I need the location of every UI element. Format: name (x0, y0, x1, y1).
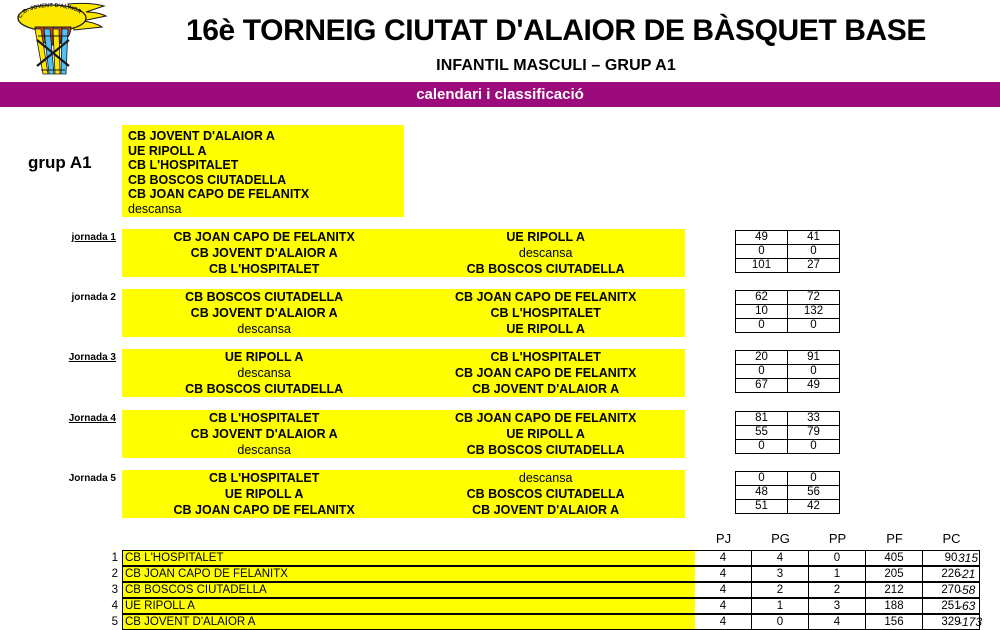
match-row (122, 305, 685, 321)
match-away-team: CB BOSCOS CIUTADELLA (466, 443, 625, 457)
match-row (122, 229, 685, 245)
match-home-team: UE RIPOLL A (224, 350, 304, 364)
match-list (122, 470, 685, 518)
classification-team-name: CB L'HOSPITALET (122, 550, 695, 566)
away-score-cell: 42 (788, 500, 840, 514)
club-logo-icon (8, 0, 112, 80)
classification-rank: 1 (111, 552, 118, 564)
group-team: CB JOAN CAPO DE FELANITX (128, 187, 310, 202)
group-label: grup A1 (28, 153, 92, 172)
match-row (122, 470, 685, 486)
group-team: CB L'HOSPITALET (128, 158, 239, 173)
home-score-cell: 0 (736, 472, 788, 486)
match-row (122, 442, 685, 458)
classification-pf-cell: 188 (866, 598, 923, 614)
classification-pc-cell: 329 (923, 614, 980, 630)
away-score-cell: 49 (788, 379, 840, 393)
away-score-cell: 56 (788, 486, 840, 500)
classification-rank: 4 (111, 600, 118, 612)
away-score-cell: 27 (788, 259, 840, 273)
page-header (0, 0, 1000, 82)
classification-team-name: UE RIPOLL A (122, 598, 695, 614)
jornada-block (0, 229, 1000, 277)
away-score-cell: 132 (788, 305, 840, 319)
classification-column-header: PC (942, 531, 961, 546)
jornada-label: jornada 2 (71, 292, 116, 303)
away-score-cell: 72 (788, 291, 840, 305)
classification-pj-cell: 4 (695, 582, 752, 598)
match-away-team: CB L'HOSPITALET (490, 306, 601, 320)
classification-pf-cell: 156 (866, 614, 923, 630)
away-score-cell: 0 (788, 319, 840, 333)
score-row (736, 291, 840, 305)
score-table (735, 290, 840, 333)
group-team: CB BOSCOS CIUTADELLA (128, 172, 287, 187)
classification-pf-cell: 405 (866, 550, 923, 566)
jornada-block (0, 289, 1000, 337)
away-score-cell: 0 (788, 440, 840, 454)
tournament-title: 16è TORNEIG CIUTAT D'ALAIOR DE BÀSQUET BASE (185, 14, 926, 47)
match-home-team: descansa (237, 322, 291, 336)
classification-diff-cell: 315 (958, 551, 979, 565)
classification-pc-cell: 226 (923, 566, 980, 582)
svg-text:C.B. JOVENT D'ALAIOR: C.B. JOVENT D'ALAIOR (17, 2, 83, 20)
score-row (736, 500, 840, 514)
match-row (122, 486, 685, 502)
jornada-block (0, 470, 1000, 518)
classification-column-header: PF (886, 531, 903, 546)
group-team: UE RIPOLL A (128, 143, 207, 158)
match-away-team: UE RIPOLL A (506, 230, 585, 244)
match-away-team: CB JOAN CAPO DE FELANITX (455, 366, 637, 380)
match-home-team: CB BOSCOS CIUTADELLA (185, 382, 344, 396)
classification-row (0, 550, 1000, 566)
jornada-label: jornada 1 (71, 232, 116, 243)
match-home-team: descansa (237, 443, 291, 457)
home-score-cell: 0 (736, 245, 788, 259)
home-score-cell: 20 (736, 351, 788, 365)
match-away-team: CB JOVENT D'ALAIOR A (472, 382, 620, 396)
score-row (736, 486, 840, 500)
home-score-cell: 55 (736, 426, 788, 440)
match-away-team: descansa (518, 246, 573, 260)
match-away-team: UE RIPOLL A (506, 427, 585, 441)
match-home-team: CB JOVENT D'ALAIOR A (190, 306, 338, 320)
title-block (112, 0, 1000, 75)
home-score-cell: 0 (736, 440, 788, 454)
classification-team-name: CB JOVENT D'ALAIOR A (122, 614, 695, 630)
classification-pg-cell: 1 (752, 598, 809, 614)
classification-pj-cell: 4 (695, 566, 752, 582)
match-home-team: CB L'HOSPITALET (208, 262, 320, 276)
score-table (735, 230, 840, 273)
classification-pg-cell: 2 (752, 582, 809, 598)
match-row (122, 321, 685, 337)
score-row (736, 319, 840, 333)
home-score-cell: 81 (736, 412, 788, 426)
jornada-label: Jornada 5 (68, 473, 116, 484)
match-away-team: descansa (518, 471, 573, 485)
match-list (122, 349, 685, 397)
match-away-team: CB JOAN CAPO DE FELANITX (455, 411, 637, 425)
classification-pp-cell: 1 (809, 566, 866, 582)
classification-header-row (0, 530, 1000, 548)
score-row (736, 412, 840, 426)
match-away-team: CB JOVENT D'ALAIOR A (472, 503, 620, 517)
match-home-team: CB JOAN CAPO DE FELANITX (173, 230, 355, 244)
classification-pc-cell: 251 (923, 598, 980, 614)
away-score-cell: 79 (788, 426, 840, 440)
match-home-team: CB JOAN CAPO DE FELANITX (173, 503, 355, 517)
jornada-block (0, 349, 1000, 397)
match-row (122, 261, 685, 277)
classification-rank: 2 (111, 568, 118, 580)
score-row (736, 305, 840, 319)
score-table (735, 471, 840, 514)
away-score-cell: 0 (788, 245, 840, 259)
away-score-cell: 0 (788, 365, 840, 379)
jornada-label: Jornada 4 (68, 413, 116, 424)
match-row (122, 381, 685, 397)
match-row (122, 426, 685, 442)
match-list (122, 410, 685, 458)
classification-column-header: PJ (715, 531, 732, 546)
classification-column-header: PP (828, 531, 847, 546)
home-score-cell: 62 (736, 291, 788, 305)
group-bye-label: descansa (128, 201, 182, 216)
classification-pp-cell: 0 (809, 550, 866, 566)
score-row (736, 245, 840, 259)
classification-team-name: CB BOSCOS CIUTADELLA (122, 582, 695, 598)
away-score-cell: 0 (788, 472, 840, 486)
home-score-cell: 0 (736, 319, 788, 333)
classification-pj-cell: 4 (695, 614, 752, 630)
classification-pf-cell: 212 (866, 582, 923, 598)
home-score-cell: 49 (736, 231, 788, 245)
match-home-team: CB JOVENT D'ALAIOR A (190, 427, 338, 441)
classification-pc-cell: 270 (923, 582, 980, 598)
classification-pj-cell: 4 (695, 598, 752, 614)
home-score-cell: 51 (736, 500, 788, 514)
classification-pf-cell: 205 (866, 566, 923, 582)
classification-row (0, 598, 1000, 614)
score-row (736, 231, 840, 245)
home-score-cell: 0 (736, 365, 788, 379)
classification-row (0, 582, 1000, 598)
match-list (122, 289, 685, 337)
match-list (122, 229, 685, 277)
classification-pp-cell: 2 (809, 582, 866, 598)
group-team-list (122, 125, 404, 217)
match-away-team: CB JOAN CAPO DE FELANITX (455, 290, 637, 304)
match-home-team: CB L'HOSPITALET (208, 411, 320, 425)
classification-row (0, 566, 1000, 582)
match-row (122, 245, 685, 261)
away-score-cell: 41 (788, 231, 840, 245)
section-banner: calendari i classificació (0, 82, 1000, 107)
home-score-cell: 67 (736, 379, 788, 393)
away-score-cell: 33 (788, 412, 840, 426)
classification-diff-cell: -21 (958, 567, 976, 581)
classification-column-header: PG (771, 531, 790, 546)
classification-pp-cell: 3 (809, 598, 866, 614)
classification-pc-cell: 90 (923, 550, 980, 566)
classification-pg-cell: 0 (752, 614, 809, 630)
match-home-team: descansa (237, 366, 291, 380)
classification-rank: 5 (111, 616, 118, 628)
classification-pg-cell: 4 (752, 550, 809, 566)
classification-row (0, 614, 1000, 630)
match-home-team: CB BOSCOS CIUTADELLA (185, 290, 344, 304)
match-row (122, 502, 685, 518)
match-away-team: UE RIPOLL A (506, 322, 585, 336)
match-away-team: CB L'HOSPITALET (490, 350, 601, 364)
match-row (122, 349, 685, 365)
category-subtitle: INFANTIL MASCULI – GRUP A1 (436, 57, 676, 74)
classification-rank: 3 (111, 584, 118, 596)
match-home-team: UE RIPOLL A (224, 487, 304, 501)
score-table (735, 411, 840, 454)
group-section (0, 120, 1000, 220)
jornada-block (0, 410, 1000, 458)
classification-diff-cell: -63 (958, 599, 976, 613)
group-team: CB JOVENT D'ALAIOR A (128, 129, 275, 143)
match-home-team: CB JOVENT D'ALAIOR A (190, 246, 338, 260)
score-row (736, 379, 840, 393)
classification-pg-cell: 3 (752, 566, 809, 582)
home-score-cell: 101 (736, 259, 788, 273)
classification-pp-cell: 4 (809, 614, 866, 630)
score-row (736, 259, 840, 273)
away-score-cell: 91 (788, 351, 840, 365)
classification-diff-cell: -173 (958, 615, 983, 629)
match-row (122, 410, 685, 426)
score-row (736, 426, 840, 440)
score-row (736, 472, 840, 486)
match-row (122, 289, 685, 305)
home-score-cell: 10 (736, 305, 788, 319)
match-row (122, 365, 685, 381)
jornada-label: Jornada 3 (68, 352, 116, 363)
match-away-team: CB BOSCOS CIUTADELLA (466, 487, 625, 501)
match-home-team: CB L'HOSPITALET (208, 471, 320, 485)
home-score-cell: 48 (736, 486, 788, 500)
match-away-team: CB BOSCOS CIUTADELLA (466, 262, 625, 276)
score-table (735, 350, 840, 393)
classification-pj-cell: 4 (695, 550, 752, 566)
classification-diff-cell: -58 (958, 583, 976, 597)
score-row (736, 440, 840, 454)
score-row (736, 365, 840, 379)
score-row (736, 351, 840, 365)
classification-team-name: CB JOAN CAPO DE FELANITX (122, 566, 695, 582)
